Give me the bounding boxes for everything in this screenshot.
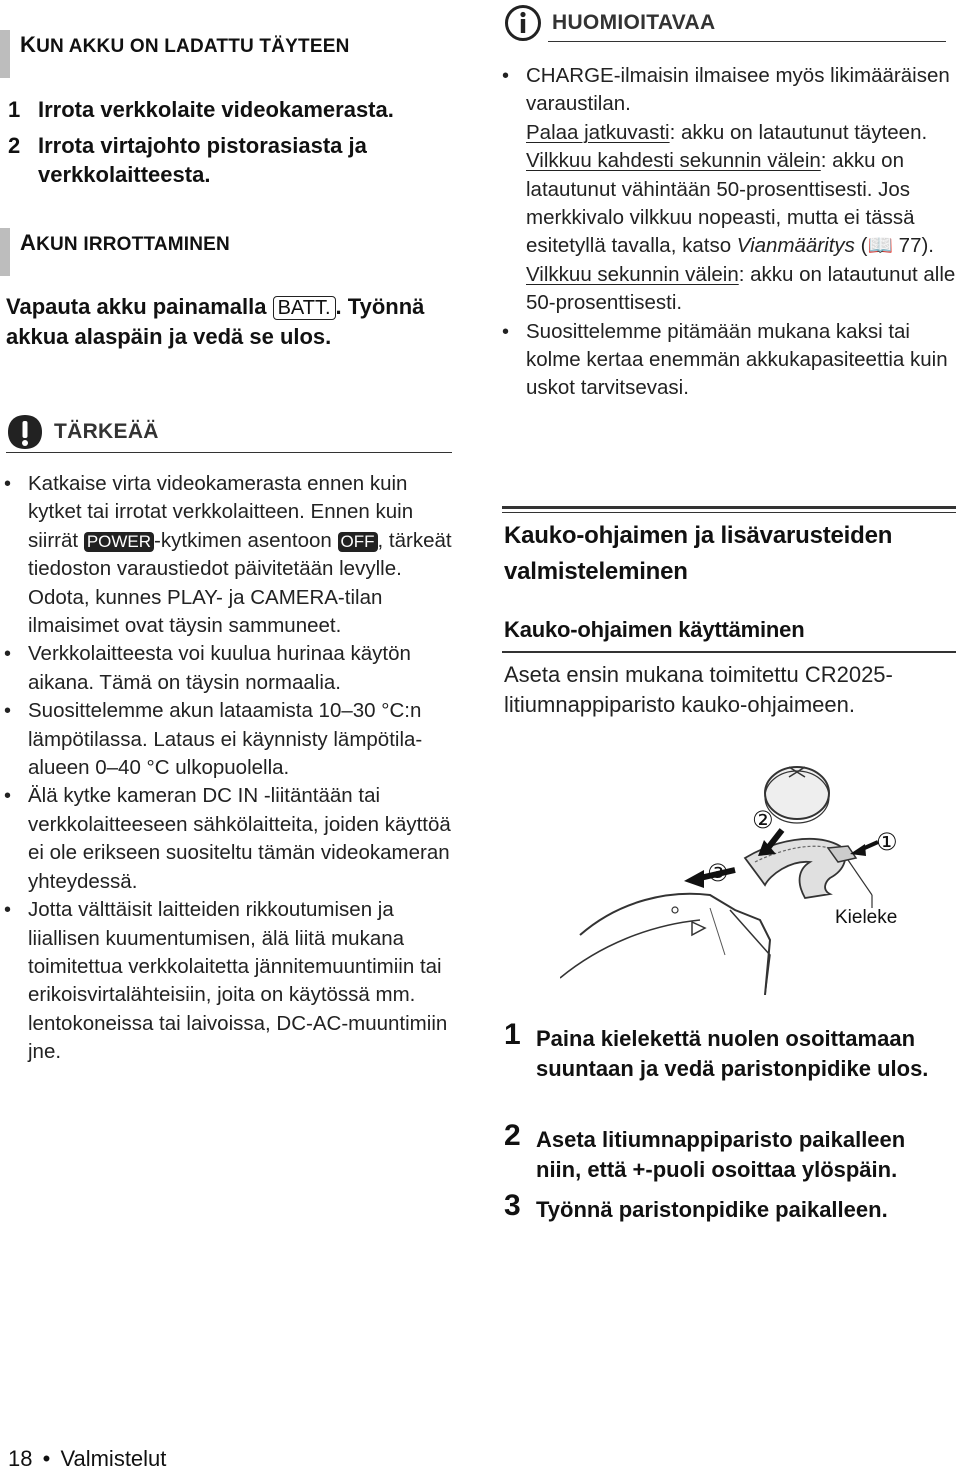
marker-2: ② xyxy=(752,807,774,834)
list-item: • Suosittelemme pitämään mukana kaksi tai kolme kertaa enemmän akkukapasiteettia kuin uskot tarvitsevasi. xyxy=(500,318,958,403)
remote-battery-illustration xyxy=(560,750,940,995)
important-rule xyxy=(6,452,452,453)
important-list xyxy=(2,470,454,1067)
section-title-remove-battery: AKUN IRROTTAMINEN xyxy=(20,230,230,255)
step-1: 1 Irrota verkkolaite videokamerasta. xyxy=(8,97,394,122)
warning-icon xyxy=(6,413,44,451)
sub-heading-rule xyxy=(502,651,956,653)
right-step-1: 1 Paina kielekettä nuolen osoittamaan suuntaan ja vedä paristonpidike ulos. xyxy=(504,1018,929,1081)
list-item: • Katkaise virta videokamerasta ennen kuin kytket tai irrotat verkkolaitteen. Ennen kuin siirrät POWER -kytkimen asentoon OFF , tärkeät tiedoston varaustiedot päivitetään levylle. Odota, kunnes PLAY- ja CAMERA-tilan ilmaisimet ovat täysin sammuneet. xyxy=(2,470,454,640)
section-title-charged: KUN AKKU ON LADATTU TÄYTEEN xyxy=(20,32,350,57)
marker-1: ① xyxy=(876,829,898,856)
section-marker-bar xyxy=(0,228,10,276)
list-item: • Jotta välttäisit laitteiden rikkoutumisen ja liiallisen kuumentumisen, älä liitä mukana toimitettua verkkolaitetta jännitemuuntimiin tai erikoisvirtalähteisiin, joita on käytössä mm. lentokoneissa tai laivoissa, DC-AC-muuntimiin jne. xyxy=(2,896,454,1066)
list-item: • Suosittelemme akun lataamista 10–30 °C:n lämpötilassa. Lataus ei käynnisty lämpötila-alueen 0–40 °C ulkopuolella. xyxy=(2,697,454,782)
off-position-label: OFF xyxy=(338,532,378,552)
intro-paragraph: Aseta ensin mukana toimitettu CR2025-litiumnappiparisto kauko-ohjaimeen. xyxy=(504,662,893,717)
list-item: • CHARGE-ilmaisin ilmaisee myös likimääräisen varaustilan. Palaa jatkuvasti: akku on latautunut täyteen. Vilkkuu kahdesti sekunnin välein: akku on latautunut vähintään 50-prosenttisesti. Jos merkkivalo vilkkuu nopeasti, mutta ei tässä esitetyllä tavalla, katso Vianmääritys (📖 77). Vilkkuu sekunnin välein: akku on latautunut alle 50-prosenttisesti. xyxy=(500,62,958,318)
right-step-3: 3 Työnnä paristonpidike paikalleen. xyxy=(504,1189,888,1222)
step-2: 2 Irrota virtajohto pistorasiasta ja verkkolaitteesta. xyxy=(8,133,367,187)
footer-section: Valmistelut xyxy=(60,1446,167,1471)
heading-rule-thick xyxy=(502,506,956,509)
batt-button-label: BATT. xyxy=(273,296,336,320)
notes-list xyxy=(500,62,958,403)
section-marker-bar xyxy=(0,30,10,78)
notes-rule xyxy=(548,41,946,42)
marker-3: ③ xyxy=(707,860,729,887)
sub-heading: Kauko-ohjaimen käyttäminen xyxy=(504,617,805,642)
footer-separator: • xyxy=(42,1446,51,1471)
tab-label: Kieleke xyxy=(835,907,898,928)
power-switch-label: POWER xyxy=(84,532,154,552)
list-item: • Verkkolaitteesta voi kuulua hurinaa käytön aikana. Tämä on täysin normaalia. xyxy=(2,640,454,697)
heading-rule-thin xyxy=(502,512,956,513)
page-number: 18 xyxy=(8,1446,33,1471)
page-footer xyxy=(8,1446,166,1472)
info-icon xyxy=(504,4,542,42)
important-header: TÄRKEÄÄ xyxy=(6,413,159,451)
notes-header: HUOMIOITAVAA xyxy=(504,4,715,42)
section-heading: Kauko-ohjaimen ja lisävarusteiden valmisteleminen xyxy=(504,522,893,585)
remove-battery-instructions: Vapauta akku painamalla BATT. . Työnnä akkua alaspäin ja vedä se ulos. xyxy=(6,294,425,349)
book-icon: 📖 xyxy=(867,234,893,258)
list-item: • Älä kytke kameran DC IN -liitäntään tai verkkolaitteeseen sähkölaitteita, joiden käyttöä ei ole erikseen suositeltu tämän videokameran yhteydessä. xyxy=(2,782,454,896)
right-step-2: 2 Aseta litiumnappiparisto paikalleen niin, että +-puoli osoittaa ylöspäin. xyxy=(504,1119,906,1182)
